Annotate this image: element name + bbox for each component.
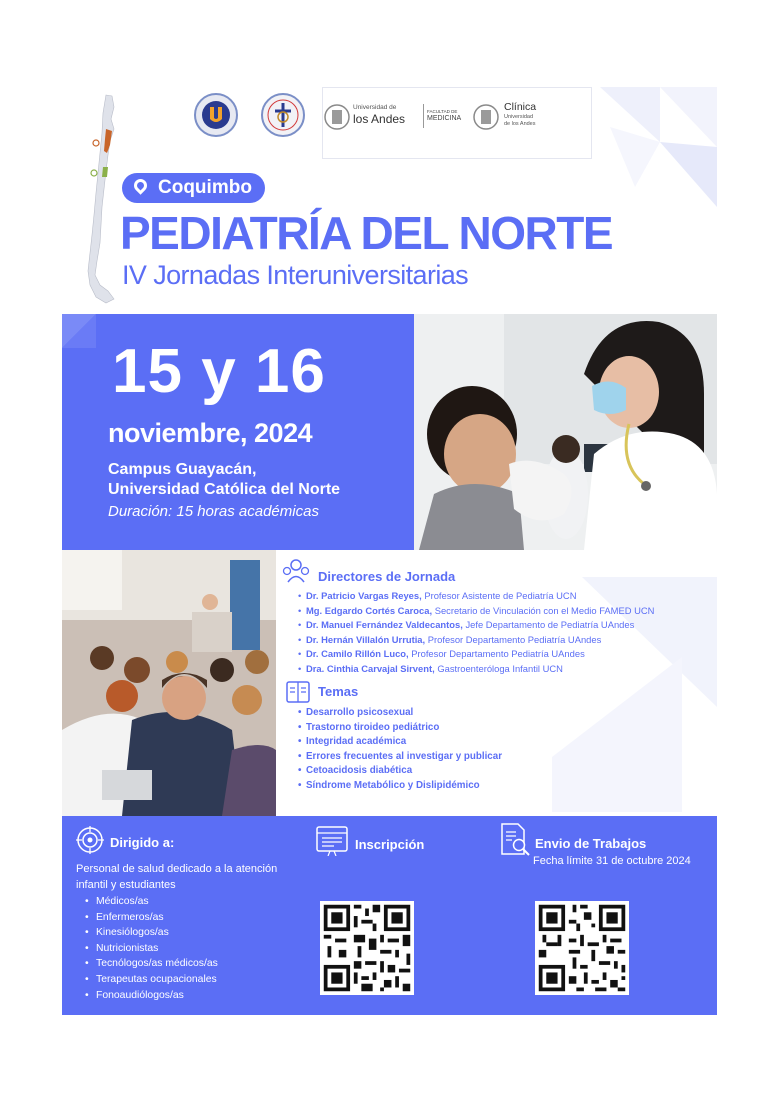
poster [62,87,717,1015]
director-item: • Dr. Manuel Fernández Valdecantos, Jefe Departamento de Pediatría UAndes [298,618,654,633]
registration-form-icon [316,826,348,856]
topic-item: • Síndrome Metabólico y Dislipidémico [298,779,502,794]
location-pin-icon [131,176,149,194]
target-icon [76,826,104,854]
topic-item: • Desarrollo psicosexual [298,706,502,721]
date-block [62,314,414,550]
qr-code-icon [535,901,629,995]
submissions-title: Envio de Trabajos [535,836,647,851]
topics-title: Temas [318,684,359,699]
famed-logo [261,93,305,137]
director-item: • Dr. Camilo Rillón Luco, Profesor Departamento Pediatría UAndes [298,647,654,662]
medicina-label: MEDICINA [427,115,462,122]
location-pill [122,173,265,203]
bottom-band [62,816,717,1015]
audience-item: • Fonoaudiólogos/as [84,988,218,1004]
audience-title: Dirigido a: [110,835,175,850]
topics-icon [284,679,312,705]
submissions-deadline: Fecha límite 31 de octubre 2024 [533,855,691,867]
decorative-corner [62,314,96,348]
audience-intro-2: infantil y estudiantes [76,879,176,891]
clinica-name: Clínica [504,101,537,113]
clinica-sub2: de los Andes [504,121,536,127]
uandes-logos-box [322,87,592,159]
page-title: PEDIATRÍA DEL NORTE [120,207,613,259]
event-month-year: noviembre, 2024 [108,418,313,448]
info-section [284,557,714,812]
uandes-name: los Andes [353,112,406,126]
facultad-label: FACULTAD DE [427,109,458,114]
topic-item: • Cetoacidosis diabética [298,764,502,779]
submissions-qr-code[interactable] [535,901,629,995]
audience-item: • Enfermeros/as [84,910,218,926]
topics-list [298,706,502,794]
clinica-crest-icon [471,98,501,136]
audience-item: • Nutricionistas [84,941,218,957]
location-label: Coquimbo [158,177,252,198]
photo-pediatric-exam [414,314,717,550]
audience-item: • Terapeutas ocupacionales [84,972,218,988]
topic-item: • Integridad académica [298,735,502,750]
qr-code-icon [320,901,414,995]
registration-qr-code[interactable] [320,901,414,995]
event-campus [108,460,340,500]
event-duration: Duración: 15 horas académicas [108,503,319,520]
decorative-triangles [600,87,717,207]
audience-intro-1: Personal de salud dedicado a la atención [76,863,278,875]
topic-item: • Trastorno tiroideo pediátrico [298,721,502,736]
director-item: • Mg. Edgardo Cortés Caroca, Secretario de Vinculación con el Medio FAMED UCN [298,604,654,619]
ucn-logo [194,93,238,137]
directors-list [298,589,654,677]
uandes-crest-icon [323,98,351,136]
audience-item: • Médicos/as [84,894,218,910]
director-item: • Dr. Patricio Vargas Reyes, Profesor Asistente de Pediatría UCN [298,589,654,604]
audience-list [84,894,218,1003]
directors-icon [282,557,310,583]
audience-item: • Kinesiólogos/as [84,925,218,941]
event-dates: 15 y 16 [112,337,326,406]
director-item: • Dr. Hernán Villalón Urrutia, Profesor Departamento Pediatría UAndes [298,633,654,648]
directors-title: Directores de Jornada [318,569,456,584]
director-item: • Dra. Cinthia Carvajal Sirvent, Gastroenteróloga Infantil UCN [298,662,654,677]
clinica-sub1: Universidad [504,114,534,120]
chile-map [84,93,124,305]
audience-item: • Tecnólogos/as médicos/as [84,956,218,972]
uandes-divider [423,104,424,128]
registration-title: Inscripción [355,837,425,852]
document-search-icon [499,823,531,857]
topic-item: • Errores frecuentes al investigar y publicar [298,750,502,765]
campus-line-2: Universidad Católica del Norte [108,481,341,498]
campus-line-1: Campus Guayacán, [108,461,257,478]
page-subtitle: IV Jornadas Interuniversitarias [122,260,469,290]
uandes-small: Universidad de [353,104,397,111]
photo-audience [62,550,276,816]
